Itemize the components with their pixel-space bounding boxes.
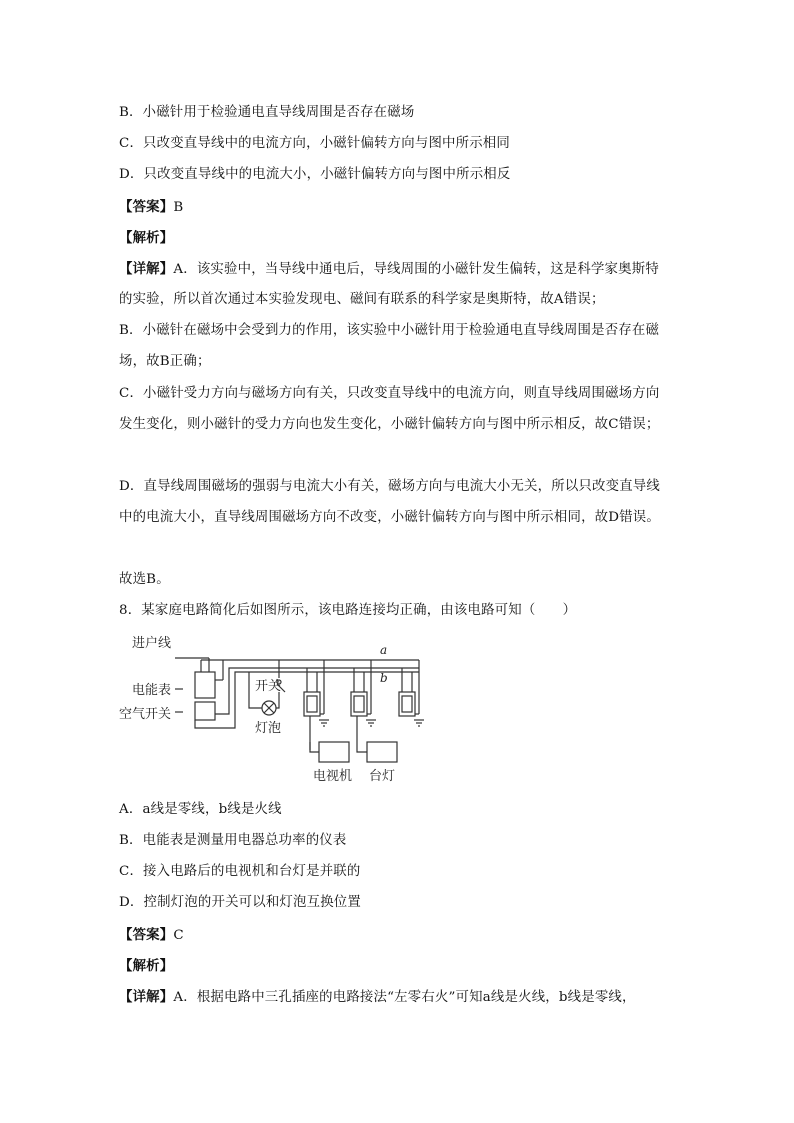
q8-option-c: C．接入电路后的电视机和台灯是并联的 [119,864,361,879]
detail-text: A．该实验中，当导线中通电后，导线周围的小磁针发生偏转，这是科学家奥斯特 [173,262,659,277]
q8-option-a: A．a线是零线，b线是火线 [119,802,282,817]
incoming-wires [175,658,209,712]
q7-detail-d-2: 中的电流大小，直导线周围磁场方向不改变，小磁针偏转方向与图中所示相同，故D错误。 [119,510,660,525]
lamp-box [367,742,397,762]
answer-value: B [173,200,184,215]
socket-3 [399,660,424,726]
q7-analysis-tag: 【解析】 [119,230,174,246]
q7-detail-d-1: D．直导线周围磁场的强弱与电流大小有关，磁场方向与电流大小无关，所以只改变直导线 [119,479,660,494]
label-bulb: 灯泡 [255,721,282,736]
q8-detail-a-1 [119,988,636,1007]
q7-detail-c-2: 发生变化，则小磁针的受力方向也发生变化，小磁针偏转方向与图中所示相反，故C错误； [119,417,660,432]
socket-1 [304,660,349,762]
q8-analysis-tag: 【解析】 [119,958,174,974]
q8-option-b: B．电能表是测量用电器总功率的仪表 [119,833,347,848]
socket-2 [351,660,397,762]
q7-detail-b-1: B．小磁针在磁场中会受到力的作用，该实验中小磁针用于检验通电直导线周围是否存在磁 [119,323,660,338]
label-a: a [380,643,388,657]
tv-box [319,742,349,762]
q7-option-c: C．只改变直导线中的电流方向，小磁针偏转方向与图中所示相同 [119,136,510,151]
q8-answer [119,926,184,945]
answer-tag: 【答案】 [119,927,174,943]
q7-detail-c-1: C．小磁针受力方向与磁场方向有关，只改变直导线中的电流方向，则直导线周围磁场方向 [119,386,660,401]
detail-text: A．根据电路中三孔插座的电路接法“左零右火”可知a线是火线，b线是零线， [173,990,636,1005]
q7-option-b: B．小磁针用于检验通电直导线周围是否存在磁场 [119,105,415,120]
label-breaker: 空气开关 [119,707,172,722]
breaker-box [195,702,215,720]
label-meter: 电能表 [132,683,172,698]
label-incoming: 进户线 [132,636,172,651]
q7-detail-a-1 [119,260,659,279]
answer-tag: 【答案】 [119,199,174,215]
q7-detail-a-2: 的实验，所以首次通过本实验发现电、磁间有联系的科学家是奥斯特，故A错误； [119,292,605,307]
label-tv: 电视机 [313,769,353,784]
label-b: b [380,671,388,685]
label-switch: 开关 [255,679,282,694]
meter-box [195,672,215,698]
detail-tag: 【详解】 [119,261,174,277]
circuit-diagram [119,630,449,790]
q7-option-d: D．只改变直导线中的电流大小，小磁针偏转方向与图中所示相反 [119,167,511,182]
answer-value: C [173,928,184,943]
label-lamp: 台灯 [369,769,396,784]
q8-option-d: D．控制灯泡的开关可以和灯泡互换位置 [119,895,361,910]
q7-conclusion: 故选B。 [119,572,170,587]
q7-detail-b-2: 场，故B正确； [119,354,211,369]
q8-stem: 8．某家庭电路简化后如图所示，该电路连接均正确，由该电路可知（ ） [119,603,577,618]
q7-answer [119,198,183,217]
detail-tag: 【详解】 [119,989,174,1005]
